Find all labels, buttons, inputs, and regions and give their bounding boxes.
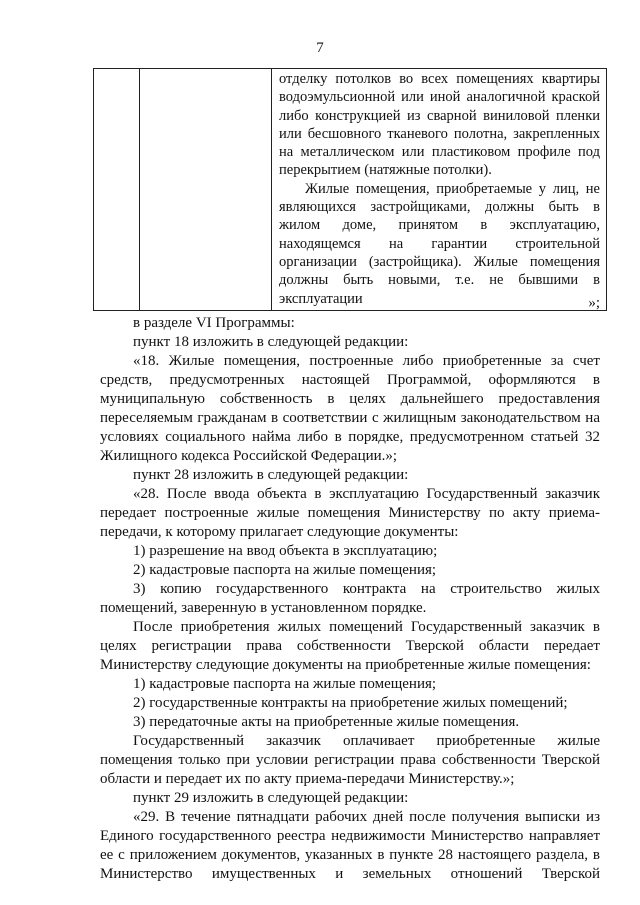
list-item: 2) государственные контракты на приобретение жилых помещений; xyxy=(133,695,568,711)
list-item: 3) передаточные акты на приобретенные жилые помещения. xyxy=(133,714,520,730)
continuation-table xyxy=(93,68,607,311)
list-item: 3) копию государственного контракта на строительство жилых помещений, заверенную в установленном порядке. xyxy=(100,581,600,616)
table-cell-empty-2 xyxy=(140,69,272,311)
paragraph: пункт 29 изложить в следующей редакции: xyxy=(133,790,409,806)
list-item: 2) кадастровые паспорта на жилые помещения; xyxy=(133,562,437,578)
cell-paragraph: отделку потолков во всех помещениях квартиры водоэмульсионной или иной аналогичной краской либо конструкцией из сварной виниловой пленки или бесшовного тканевого полотна, закрепленных на металлическом или пластиковом профиле под перекрытием (натяжные потолки). xyxy=(279,71,600,179)
list-item: 1) разрешение на ввод объекта в эксплуатацию; xyxy=(133,543,438,559)
paragraph: пункт 28 изложить в следующей редакции: xyxy=(133,467,409,483)
list-item: 1) кадастровые паспорта на жилые помещения; xyxy=(133,676,437,692)
quote-closing-mark: »; xyxy=(588,295,600,311)
cell-paragraph: Жилые помещения, приобретаемые у лиц, не являющихся застройщиками, должны быть в жилом доме, принятом в эксплуатацию, находящемся на гарантии строительной организации (застройщика). Жилые помещения должны быть новыми, т.е. не бывшими в эксплуатации xyxy=(279,180,600,307)
page-number: 7 xyxy=(316,40,324,56)
table-row xyxy=(94,69,607,311)
paragraph: «29. В течение пятнадцати рабочих дней после получения выписки из Единого государственного реестра недвижимости Министерство направляет ее с приложением документов, указанных в пункте 28 настоящего раздела, в Министерство имущественных и земельных отношений Тверской xyxy=(100,809,600,882)
paragraph: Государственный заказчик оплачивает приобретенные жилые помещения только при условии регистрации права собственности Тверской области и передает их по акту приема-передачи Министерству.»; xyxy=(100,733,600,787)
paragraph: пункт 18 изложить в следующей редакции: xyxy=(133,334,409,350)
table-cell-text xyxy=(272,69,607,311)
document-body xyxy=(100,314,600,884)
paragraph: «28. После ввода объекта в эксплуатацию Государственный заказчик передает построенные жилые помещения Министерству по акту приема-передачи, к которому прилагает следующие документы: xyxy=(100,486,600,540)
paragraph: «18. Жилые помещения, построенные либо приобретенные за счет средств, предусмотренных настоящей Программой, оформляются в муниципальную собственность в целях дальнейшего предоставления переселяемым гражданам в соответствии с жилищным законодательством на условиях социального найма либо в порядке, предусмотренном статьей 32 Жилищного кодекса Российской Федерации.»; xyxy=(100,353,600,464)
table-cell-empty-1 xyxy=(94,69,140,311)
paragraph: После приобретения жилых помещений Государственный заказчик в целях регистрации права собственности Тверской области передает Министерству следующие документы на приобретенные жилые помещения: xyxy=(100,619,600,673)
paragraph: в разделе VI Программы: xyxy=(133,315,295,331)
